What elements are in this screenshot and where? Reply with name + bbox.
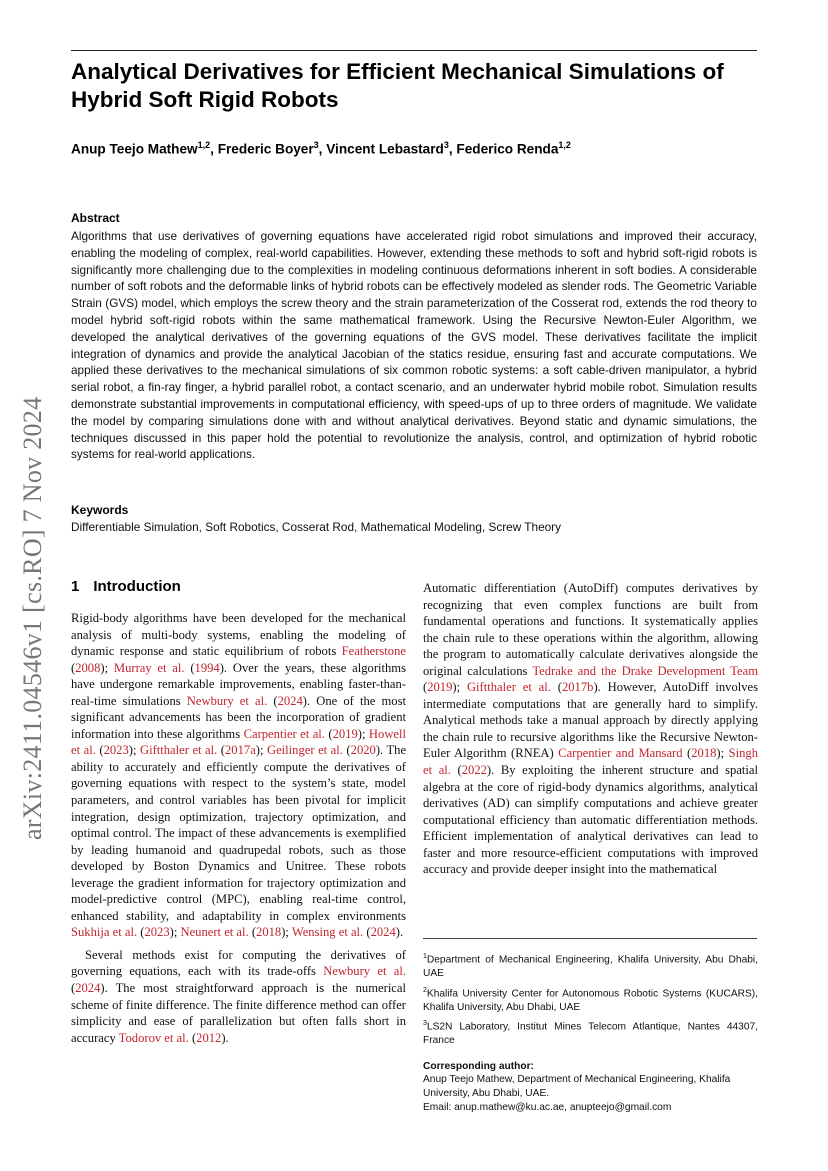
citation-link[interactable]: Carpentier and Mansard: [558, 746, 683, 761]
citation-link[interactable]: 2024: [277, 693, 303, 708]
author-name: Federico Renda: [456, 141, 559, 157]
citation-link[interactable]: 2020: [350, 743, 376, 758]
body-text: Several methods exist for computing the derivatives of governing equations, each with its trade-offs: [71, 947, 406, 979]
citation-link[interactable]: Tedrake and the Drake Development Team: [532, 663, 759, 678]
body-text: Rigid-body algorithms have been developed for the mechanical analysis of multi-body systems, enabling the modeling of dynamic response and static equilibrium of robots: [71, 611, 406, 659]
citation-link[interactable]: Featherstone: [341, 644, 406, 659]
author-affiliation-mark: 3: [443, 140, 449, 150]
section-heading-introduction: [71, 578, 181, 595]
body-text: );: [100, 660, 114, 675]
citation-link[interactable]: 2023: [144, 925, 170, 940]
citation-link[interactable]: Howell et al.: [71, 726, 406, 758]
body-text: ).: [395, 925, 404, 940]
citation-link[interactable]: 1994: [194, 660, 220, 675]
author-affiliation-mark: 3: [313, 140, 319, 150]
body-text: (: [550, 680, 562, 695]
author-separator: ,: [448, 141, 457, 157]
top-rule: [71, 50, 757, 51]
corresponding-author-text: Anup Teejo Mathew, Department of Mechanical Engineering, Khalifa University, Abu Dhabi, UAE.: [423, 1074, 731, 1099]
citation-link[interactable]: 2023: [103, 743, 129, 758]
citation-link[interactable]: Newbury et al.: [323, 964, 406, 979]
body-text: (: [450, 763, 462, 778]
left-column: [71, 610, 406, 1046]
citation-link[interactable]: 2008: [75, 660, 101, 675]
citation-link[interactable]: 2018: [256, 925, 282, 940]
keywords-text: Differentiable Simulation, Soft Robotics, Cosserat Rod, Mathematical Modeling, Screw Theory: [71, 520, 562, 534]
body-text: ). By exploiting the inherent structure and spatial algebra at the core of rigid-body dynamics algorithms, analytical derivatives (AD) can simplify computations and achieve greater computational efficiency than automatic differentiation methods. Efficient implementation of analytical derivatives can lead to faster and more resource-efficient computations with improved accuracy and provide deeper insight into the mathematical: [423, 763, 758, 877]
footnote-text: Department of Mechanical Engineering, Khalifa University, Abu Dhabi, UAE: [423, 954, 758, 979]
body-paragraph: [71, 610, 406, 941]
body-text: (: [363, 925, 371, 940]
citation-link[interactable]: 2012: [196, 1030, 222, 1045]
citation-link[interactable]: 2018: [691, 746, 717, 761]
citation-link[interactable]: Sukhija et al.: [71, 925, 138, 940]
citation-link[interactable]: Murray et al.: [113, 660, 185, 675]
body-text: (: [423, 680, 428, 695]
body-text: (: [188, 1030, 197, 1045]
body-text: );: [128, 743, 140, 758]
body-text: ). The most straightforward approach is the numerical scheme of finite difference. The finite difference method can offer simplicity and ease of parallelization but often falls short in accuracy: [71, 981, 406, 1045]
abstract-text: Algorithms that use derivatives of governing equations have accelerated rigid robot simulations and improved their accuracy, enabling the modeling of complex, real-world capabilities. However, extending these methods to soft and hybrid soft-rigid robots is significantly more challenging due to the complexities in modeling continuous deformations inherent in soft bodies. A considerable number of soft robots and the deformable links of hybrid robots can be effectively modeled as slender rods. The Geometric Variable Strain (GVS) model, which employs the screw theory and the strain parameterization of the Cosserat rod, extends the rod theory to model hybrid soft-rigid robots within the same mathematical framework. Using the Recursive Newton-Euler Algorithm, we developed the analytical derivatives of the governing equations of the GVS model. These derivatives facilitate the implicit integration of dynamics and provide the analytical Jacobian of the statics residue, ensuring fast and accurate computations. We applied these derivatives to the mechanical simulations of six common robotic systems: a soft cable-driven manipulator, a hybrid serial robot, a fin-ray finger, a hybrid parallel robot, a contact scenario, and an underwater hybrid mobile robot. Simulation results demonstrate substantial improvements in computational efficiency, with speed-ups of up to three orders of magnitude. We validate the model by comparing simulations done with and without analytical derivatives. Beyond static and dynamic simulations, the techniques discussed in this paper hold the potential to revolutionize the analysis, control, and optimization of hybrid robotic systems for real-world applications.: [71, 229, 757, 462]
right-column: [423, 580, 758, 878]
corresponding-author-block: [423, 1060, 758, 1114]
body-text: );: [716, 746, 729, 761]
section-number: 1: [71, 578, 80, 595]
body-text: );: [281, 925, 292, 940]
body-text: );: [169, 925, 181, 940]
body-text: (: [95, 743, 104, 758]
author-separator: ,: [318, 141, 327, 157]
body-text: );: [255, 743, 267, 758]
section-title: Introduction: [93, 578, 181, 595]
affiliation-footnote: [423, 984, 758, 1015]
body-text: ). Over the years, these algorithms have undergone remarkable improvements, enabling faster-than-real-time simulations: [71, 660, 407, 708]
citation-link[interactable]: Giftthaler et al.: [139, 743, 218, 758]
paper-title: Analytical Derivatives for Efficient Mechanical Simulations of Hybrid Soft Rigid Robots: [71, 59, 724, 112]
body-paragraph: [71, 947, 406, 1046]
citation-link[interactable]: Geilinger et al.: [267, 743, 343, 758]
body-text: (: [342, 743, 351, 758]
body-text: (: [137, 925, 145, 940]
citation-link[interactable]: 2017a: [225, 743, 256, 758]
citation-link[interactable]: 2019: [332, 726, 358, 741]
footnote-mark: 1: [423, 953, 427, 960]
body-text: ). The ability to accurately and efficiently compute the derivatives of governing equations with respect to the system’s state, model parameters, and control variables has been pivotal for implicit integration, design optimization, trajectory optimization, and optimal control. The impact of these advancements is exemplified by leading humanoid and quadrupedal robots, such as those developed by Boston Dynamics and Unitree. These robots leverage the gradient information for trajectory optimization and model-predictive control (MPC), enabling real-time control, enhanced stability, and adaptability in complex environments: [71, 743, 407, 923]
affiliation-footnote: [423, 1017, 758, 1048]
author-affiliation-mark: 1,2: [197, 140, 211, 150]
citation-link[interactable]: 2019: [427, 680, 453, 695]
citation-link[interactable]: 2024: [75, 981, 101, 996]
author-name: Frederic Boyer: [217, 141, 314, 157]
body-text: (: [682, 746, 692, 761]
body-text: Automatic differentiation (AutoDiff) computes derivatives by recognizing that even complex functions are built from fundamental operations and functions. It systematically applies the chain rule to these operations within the algorithm, allowing the program to automatically calculate derivatives alongside the original calculations: [423, 581, 758, 678]
footnote-text: Khalifa University Center for Autonomous Robotic Systems (KUCARS), Khalifa University, Abu Dhabi, UAE: [423, 987, 758, 1013]
corresponding-author-email[interactable]: Email: anup.mathew@ku.ac.ae, anupteejo@gmail.com: [423, 1101, 672, 1113]
citation-link[interactable]: Carpentier et al.: [243, 726, 325, 741]
affiliation-footnotes: [423, 950, 758, 1048]
body-text: (: [217, 743, 225, 758]
affiliation-footnote: [423, 950, 758, 981]
citation-link[interactable]: Giftthaler et al.: [466, 680, 551, 695]
body-text: (: [267, 693, 278, 708]
corresponding-author-label: Corresponding author:: [423, 1060, 534, 1072]
footnotes: [423, 950, 758, 1114]
body-text: (: [248, 925, 257, 940]
author-affiliation-mark: 1,2: [558, 140, 571, 150]
arxiv-identifier-stamp: arXiv:2411.04546v1 [cs.RO] 7 Nov 2024: [18, 396, 47, 840]
footnote-text: LS2N Laboratory, Institut Mines Telecom Atlantique, Nantes 44307, France: [423, 1021, 758, 1047]
keywords-heading: Keywords: [71, 503, 129, 517]
citation-link[interactable]: 2017b: [561, 680, 594, 695]
author-name: Anup Teejo Mathew: [71, 141, 198, 157]
body-text: (: [71, 660, 76, 675]
footnote-mark: 3: [423, 1020, 427, 1028]
body-text: ). One of the most significant advancements has been the incorporation of gradient information into these algorithms: [71, 693, 406, 741]
citation-link[interactable]: 2024: [370, 925, 396, 940]
body-text: );: [357, 726, 369, 741]
body-text: );: [452, 680, 467, 695]
citation-link[interactable]: Newbury et al.: [186, 693, 268, 708]
footnote-rule: [423, 938, 757, 939]
citation-link[interactable]: Neunert et al.: [180, 925, 249, 940]
body-text: ).: [221, 1030, 229, 1045]
body-text: (: [324, 726, 333, 741]
citation-link[interactable]: Todorov et al.: [118, 1030, 189, 1045]
body-text: (: [184, 660, 195, 675]
citation-link[interactable]: 2022: [461, 763, 487, 778]
author-separator: ,: [210, 141, 218, 157]
abstract-heading: Abstract: [71, 211, 120, 225]
author-list: [71, 140, 571, 157]
citation-link[interactable]: Wensing et al.: [291, 925, 364, 940]
author-name: Vincent Lebastard: [326, 141, 444, 157]
body-text: ). However, AutoDiff involves intermediate computations that are generally hard to simplify. Analytical methods take a manual approach by directly applying the chain rule to recursive algorithms like the Recursive Newton-Euler Algorithm (RNEA): [423, 680, 759, 761]
body-text: (: [71, 981, 76, 996]
citation-link[interactable]: Singh et al.: [423, 746, 759, 778]
footnote-mark: 2: [423, 986, 427, 994]
body-paragraph: [423, 580, 758, 878]
